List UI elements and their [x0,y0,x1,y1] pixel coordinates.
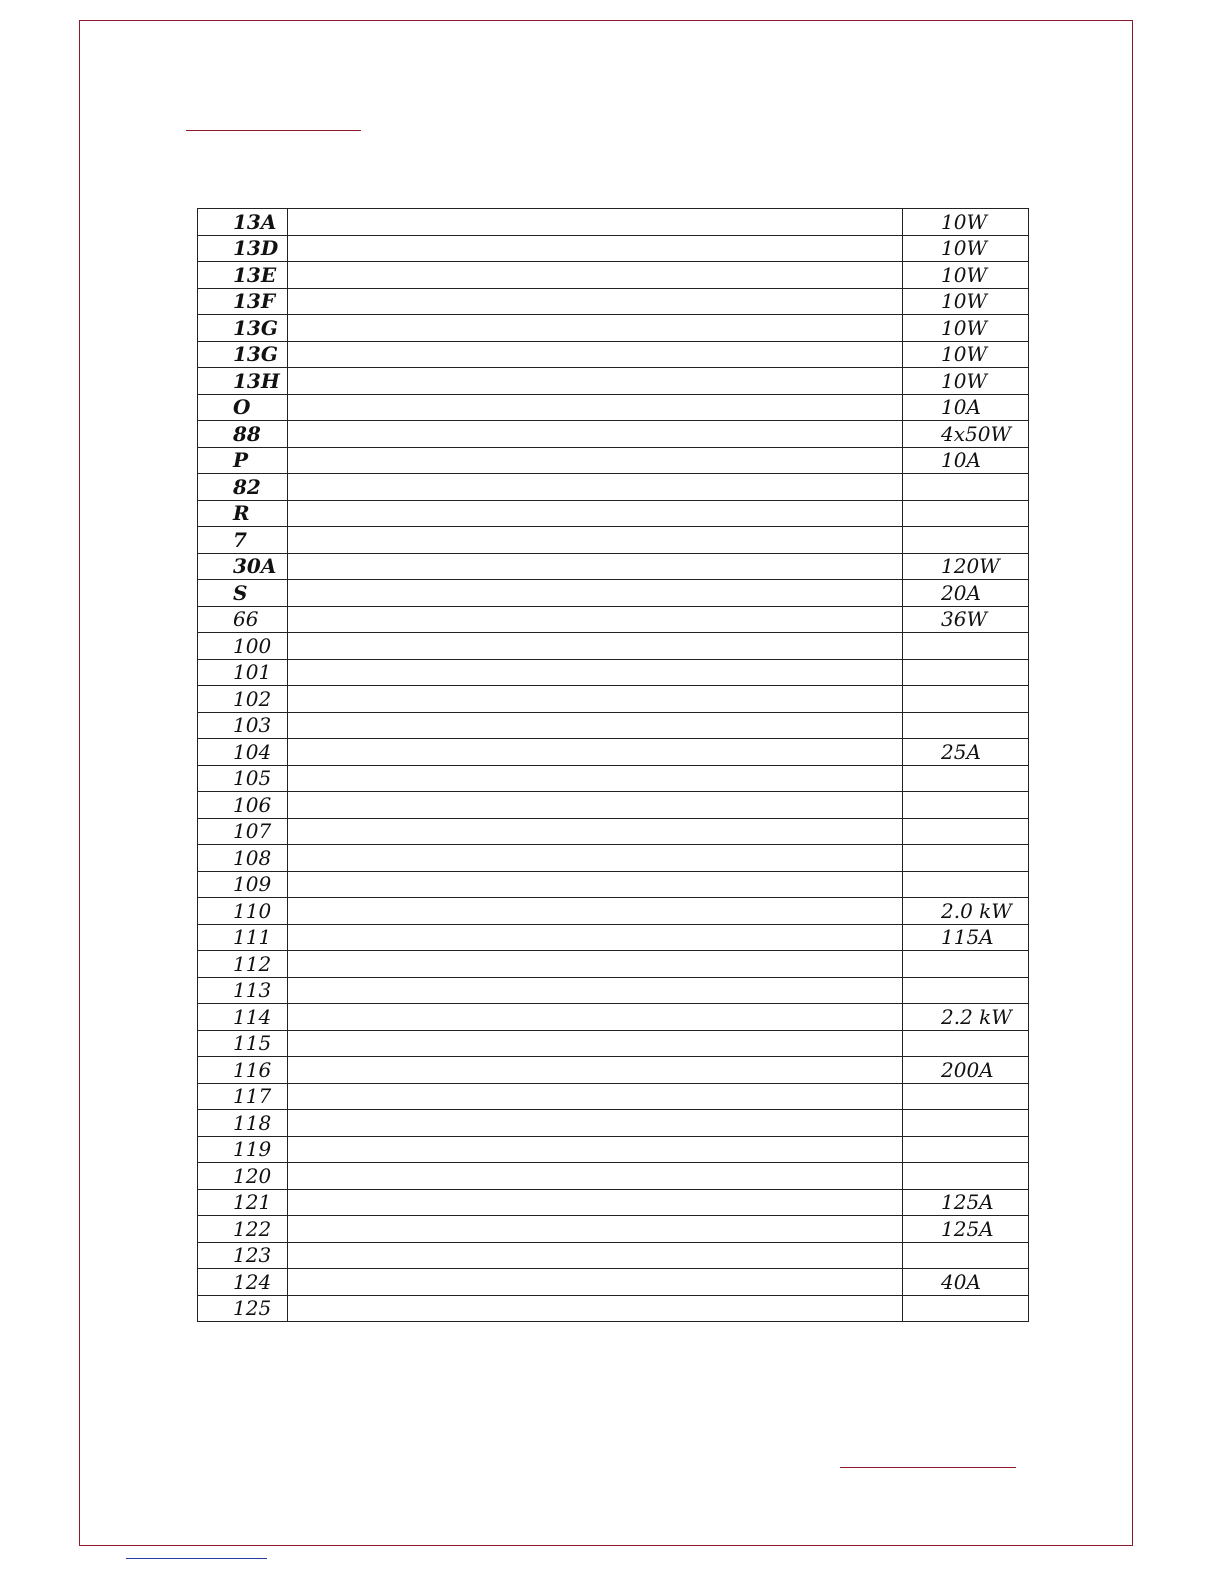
description-cell [288,421,903,448]
description-cell [288,580,903,607]
bottom-link-rule [126,1558,267,1559]
rating-cell [903,474,1029,501]
description-cell [288,1004,903,1031]
table-row [198,792,1029,819]
rating-cell: 10W [903,368,1029,395]
description-cell [288,500,903,527]
fuse-number-cell: 118 [198,1110,288,1137]
table-row [198,288,1029,315]
rating-cell [903,792,1029,819]
fuse-number-cell: 110 [198,898,288,925]
fuse-number-cell: 13D [198,235,288,262]
rating-cell [903,1083,1029,1110]
rating-cell [903,977,1029,1004]
table-row [198,818,1029,845]
description-cell [288,924,903,951]
description-cell [288,474,903,501]
rating-cell: 40A [903,1269,1029,1296]
table-row [198,633,1029,660]
fuse-table [197,208,1029,1322]
table-row [198,898,1029,925]
description-cell [288,659,903,686]
fuse-number-cell: S [198,580,288,607]
fuse-number-cell: 105 [198,765,288,792]
rating-cell: 125A [903,1216,1029,1243]
table-row [198,1216,1029,1243]
fuse-number-cell: 122 [198,1216,288,1243]
description-cell [288,898,903,925]
description-cell [288,1189,903,1216]
table-row [198,447,1029,474]
description-cell [288,1030,903,1057]
description-cell [288,394,903,421]
description-cell [288,1269,903,1296]
fuse-number-cell: O [198,394,288,421]
table-row [198,1030,1029,1057]
rating-cell [903,818,1029,845]
description-cell [288,792,903,819]
table-row [198,368,1029,395]
rating-cell: 10A [903,447,1029,474]
fuse-number-cell: 120 [198,1163,288,1190]
rating-cell: 2.2 kW [903,1004,1029,1031]
rating-cell: 10W [903,235,1029,262]
description-cell [288,315,903,342]
table-row [198,659,1029,686]
description-cell [288,633,903,660]
description-cell [288,1242,903,1269]
rating-cell [903,951,1029,978]
description-cell [288,209,903,236]
rating-cell [903,765,1029,792]
fuse-number-cell: 112 [198,951,288,978]
table-row [198,739,1029,766]
table-row [198,686,1029,713]
description-cell [288,712,903,739]
table-row [198,712,1029,739]
table-row [198,1269,1029,1296]
rating-cell [903,712,1029,739]
description-cell [288,1136,903,1163]
table-row [198,474,1029,501]
description-cell [288,288,903,315]
table-row [198,1163,1029,1190]
fuse-number-cell: 114 [198,1004,288,1031]
fuse-number-cell: 115 [198,1030,288,1057]
fuse-number-cell: 66 [198,606,288,633]
rating-cell: 10W [903,315,1029,342]
fuse-number-cell: 119 [198,1136,288,1163]
fuse-number-cell: 107 [198,818,288,845]
fuse-number-cell: 113 [198,977,288,1004]
table-row [198,262,1029,289]
table-row [198,871,1029,898]
fuse-table-body [198,209,1029,1322]
rating-cell [903,845,1029,872]
fuse-number-cell: 123 [198,1242,288,1269]
table-row [198,951,1029,978]
table-row [198,527,1029,554]
rating-cell: 25A [903,739,1029,766]
fuse-number-cell: 109 [198,871,288,898]
fuse-number-cell: 13A [198,209,288,236]
rating-cell [903,871,1029,898]
table-row [198,1057,1029,1084]
description-cell [288,1057,903,1084]
rating-cell: 2.0 kW [903,898,1029,925]
fuse-number-cell: 101 [198,659,288,686]
description-cell [288,527,903,554]
description-cell [288,739,903,766]
fuse-number-cell: 13G [198,315,288,342]
rating-cell: 10W [903,262,1029,289]
rating-cell [903,1295,1029,1322]
table-row [198,1189,1029,1216]
table-row [198,1295,1029,1322]
description-cell [288,262,903,289]
description-cell [288,871,903,898]
description-cell [288,368,903,395]
table-row [198,845,1029,872]
fuse-number-cell: R [198,500,288,527]
table-row [198,394,1029,421]
rating-cell: 200A [903,1057,1029,1084]
table-row [198,1083,1029,1110]
fuse-number-cell: 13G [198,341,288,368]
description-cell [288,845,903,872]
description-cell [288,606,903,633]
rating-cell: 4x50W [903,421,1029,448]
fuse-number-cell: 88 [198,421,288,448]
fuse-number-cell: 111 [198,924,288,951]
table-row [198,606,1029,633]
description-cell [288,686,903,713]
fuse-number-cell: 106 [198,792,288,819]
footer-rule [840,1467,1016,1468]
fuse-number-cell: P [198,447,288,474]
fuse-number-cell: 13H [198,368,288,395]
header-rule [186,130,361,131]
fuse-number-cell: 13F [198,288,288,315]
rating-cell: 10W [903,288,1029,315]
table-row [198,341,1029,368]
fuse-number-cell: 13E [198,262,288,289]
description-cell [288,553,903,580]
fuse-number-cell: 82 [198,474,288,501]
rating-cell [903,1110,1029,1137]
description-cell [288,235,903,262]
description-cell [288,818,903,845]
rating-cell [903,1163,1029,1190]
table-row [198,235,1029,262]
table-row [198,977,1029,1004]
fuse-number-cell: 124 [198,1269,288,1296]
fuse-number-cell: 108 [198,845,288,872]
rating-cell [903,527,1029,554]
description-cell [288,1295,903,1322]
rating-cell: 36W [903,606,1029,633]
description-cell [288,447,903,474]
rating-cell [903,500,1029,527]
fuse-number-cell: 30A [198,553,288,580]
description-cell [288,1110,903,1137]
fuse-number-cell: 7 [198,527,288,554]
rating-cell [903,1242,1029,1269]
table-row [198,209,1029,236]
rating-cell [903,633,1029,660]
table-row [198,421,1029,448]
description-cell [288,951,903,978]
table-row [198,553,1029,580]
rating-cell [903,1030,1029,1057]
rating-cell: 20A [903,580,1029,607]
fuse-number-cell: 117 [198,1083,288,1110]
table-row [198,580,1029,607]
description-cell [288,977,903,1004]
rating-cell [903,659,1029,686]
rating-cell: 10A [903,394,1029,421]
fuse-number-cell: 104 [198,739,288,766]
fuse-number-cell: 125 [198,1295,288,1322]
rating-cell [903,1136,1029,1163]
table-row [198,1242,1029,1269]
rating-cell [903,686,1029,713]
fuse-number-cell: 116 [198,1057,288,1084]
table-row [198,500,1029,527]
rating-cell: 115A [903,924,1029,951]
description-cell [288,341,903,368]
description-cell [288,765,903,792]
table-row [198,765,1029,792]
fuse-number-cell: 103 [198,712,288,739]
description-cell [288,1216,903,1243]
rating-cell: 120W [903,553,1029,580]
table-row [198,315,1029,342]
description-cell [288,1083,903,1110]
table-row [198,924,1029,951]
fuse-number-cell: 100 [198,633,288,660]
rating-cell: 125A [903,1189,1029,1216]
table-row [198,1136,1029,1163]
table-row [198,1004,1029,1031]
table-row [198,1110,1029,1137]
rating-cell: 10W [903,341,1029,368]
fuse-number-cell: 121 [198,1189,288,1216]
rating-cell: 10W [903,209,1029,236]
fuse-number-cell: 102 [198,686,288,713]
description-cell [288,1163,903,1190]
